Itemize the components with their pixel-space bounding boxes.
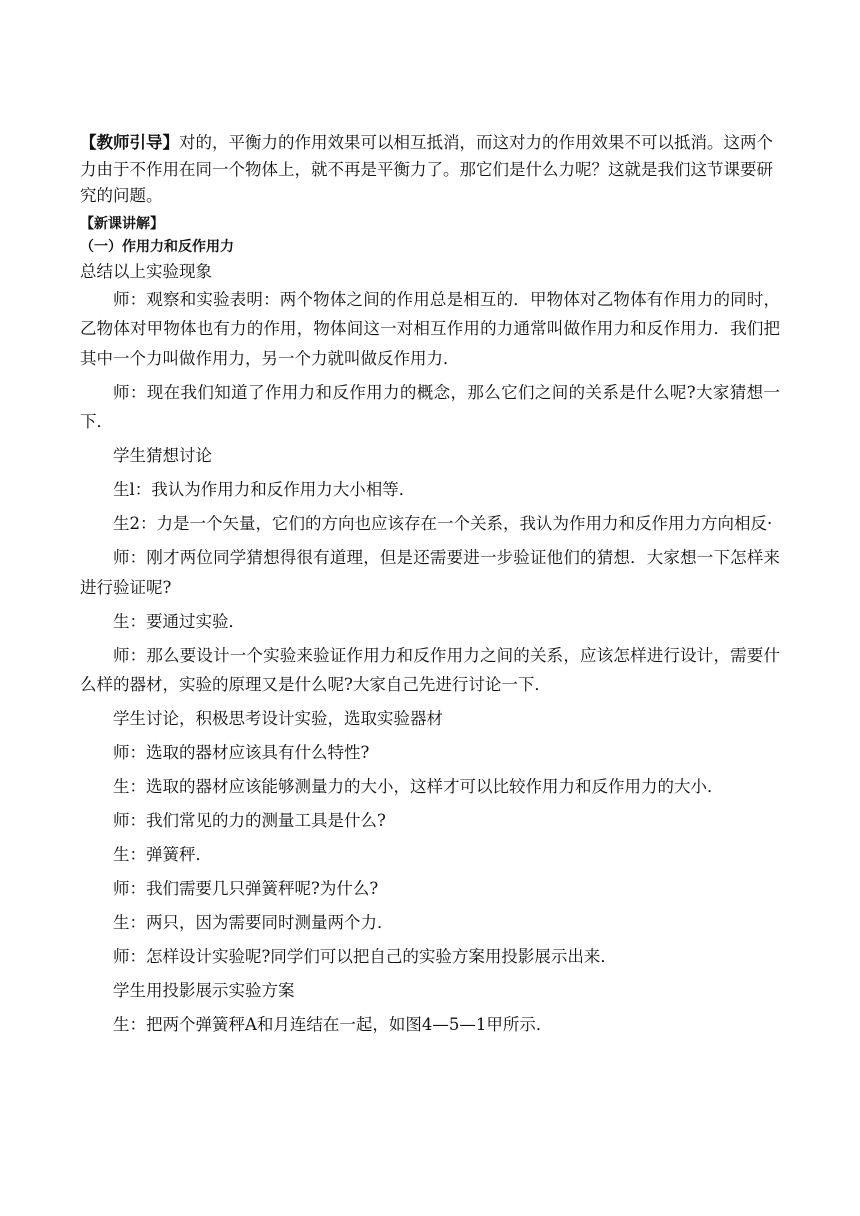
paragraph: 师：怎样设计实验呢?同学们可以把自己的实验方案用投影展示出来． bbox=[113, 947, 617, 966]
paragraph: 生：要通过实验． bbox=[113, 611, 245, 631]
paragraph: 师：我们需要几只弹簧秤呢?为什么? bbox=[113, 879, 379, 898]
dialogue-body bbox=[80, 285, 780, 1040]
document-page bbox=[80, 130, 780, 1044]
section-heading-new-lesson: 【新课讲解】 bbox=[80, 215, 164, 232]
paragraph: 学生用投影展示实验方案 bbox=[113, 981, 295, 1000]
paragraph: 学生讨论，积极思考设计实验，选取实验器材 bbox=[113, 709, 443, 728]
paragraph: 生：选取的器材应该能够测量力的大小，这样才可以比较作用力和反作用力的大小． bbox=[113, 777, 724, 796]
paragraph: 师：那么要设计一个实验来验证作用力和反作用力之间的关系，应该怎样进行设计，需要什么样的器材，实验的原理又是什么呢?大家自己先进行讨论一下． bbox=[80, 645, 780, 694]
paragraph: 生：把两个弹簧秤A和月连结在一起，如图4—5—1甲所示． bbox=[113, 1015, 553, 1034]
paragraph: 师：选取的器材应该具有什么特性? bbox=[113, 743, 370, 762]
paragraph: 生：弹簧秤． bbox=[113, 845, 212, 864]
teacher-guidance-label: 【教师引导】 bbox=[80, 133, 179, 152]
paragraph: 生l：我认为作用力和反作用力大小相等． bbox=[113, 480, 416, 499]
teacher-guidance-paragraph bbox=[80, 130, 780, 210]
paragraph: 生：两只，因为需要同时测量两个力． bbox=[113, 913, 394, 932]
paragraph: 生2：力是一个矢量，它们的方向也应该存在一个关系，我认为作用力和反作用力方向相反· bbox=[113, 514, 773, 533]
summary-line: 总结以上实验现象 bbox=[80, 261, 212, 281]
paragraph: 师：我们常见的力的测量工具是什么? bbox=[113, 811, 386, 830]
paragraph: 师：现在我们知道了作用力和反作用力的概念，那么它们之间的关系是什么呢?大家猜想一下． bbox=[80, 382, 780, 431]
paragraph: 学生猜想讨论 bbox=[113, 446, 212, 465]
paragraph: 师：观察和实验表明：两个物体之间的作用总是相互的．甲物体对乙物体有作用力的同时，乙物体对甲物体也有力的作用，物体间这一对相互作用的力通常叫做作用力和反作用力．我们把其中一个力叫做作用力，另一个力就叫做反作用力． bbox=[80, 289, 780, 368]
paragraph: 师：刚才两位同学猜想得很有道理，但是还需要进一步验证他们的猜想．大家想一下怎样来进行验证呢? bbox=[80, 548, 780, 597]
teacher-guidance-text: 对的，平衡力的作用效果可以相互抵消，而这对力的作用效果不可以抵消。这两个力由于不作用在同一个物体上，就不再是平衡力了。那它们是什么力呢？这就是我们这节课要研究的问题。 bbox=[80, 133, 773, 205]
subsection-heading-action-reaction: （一）作用力和反作用力 bbox=[80, 238, 234, 255]
